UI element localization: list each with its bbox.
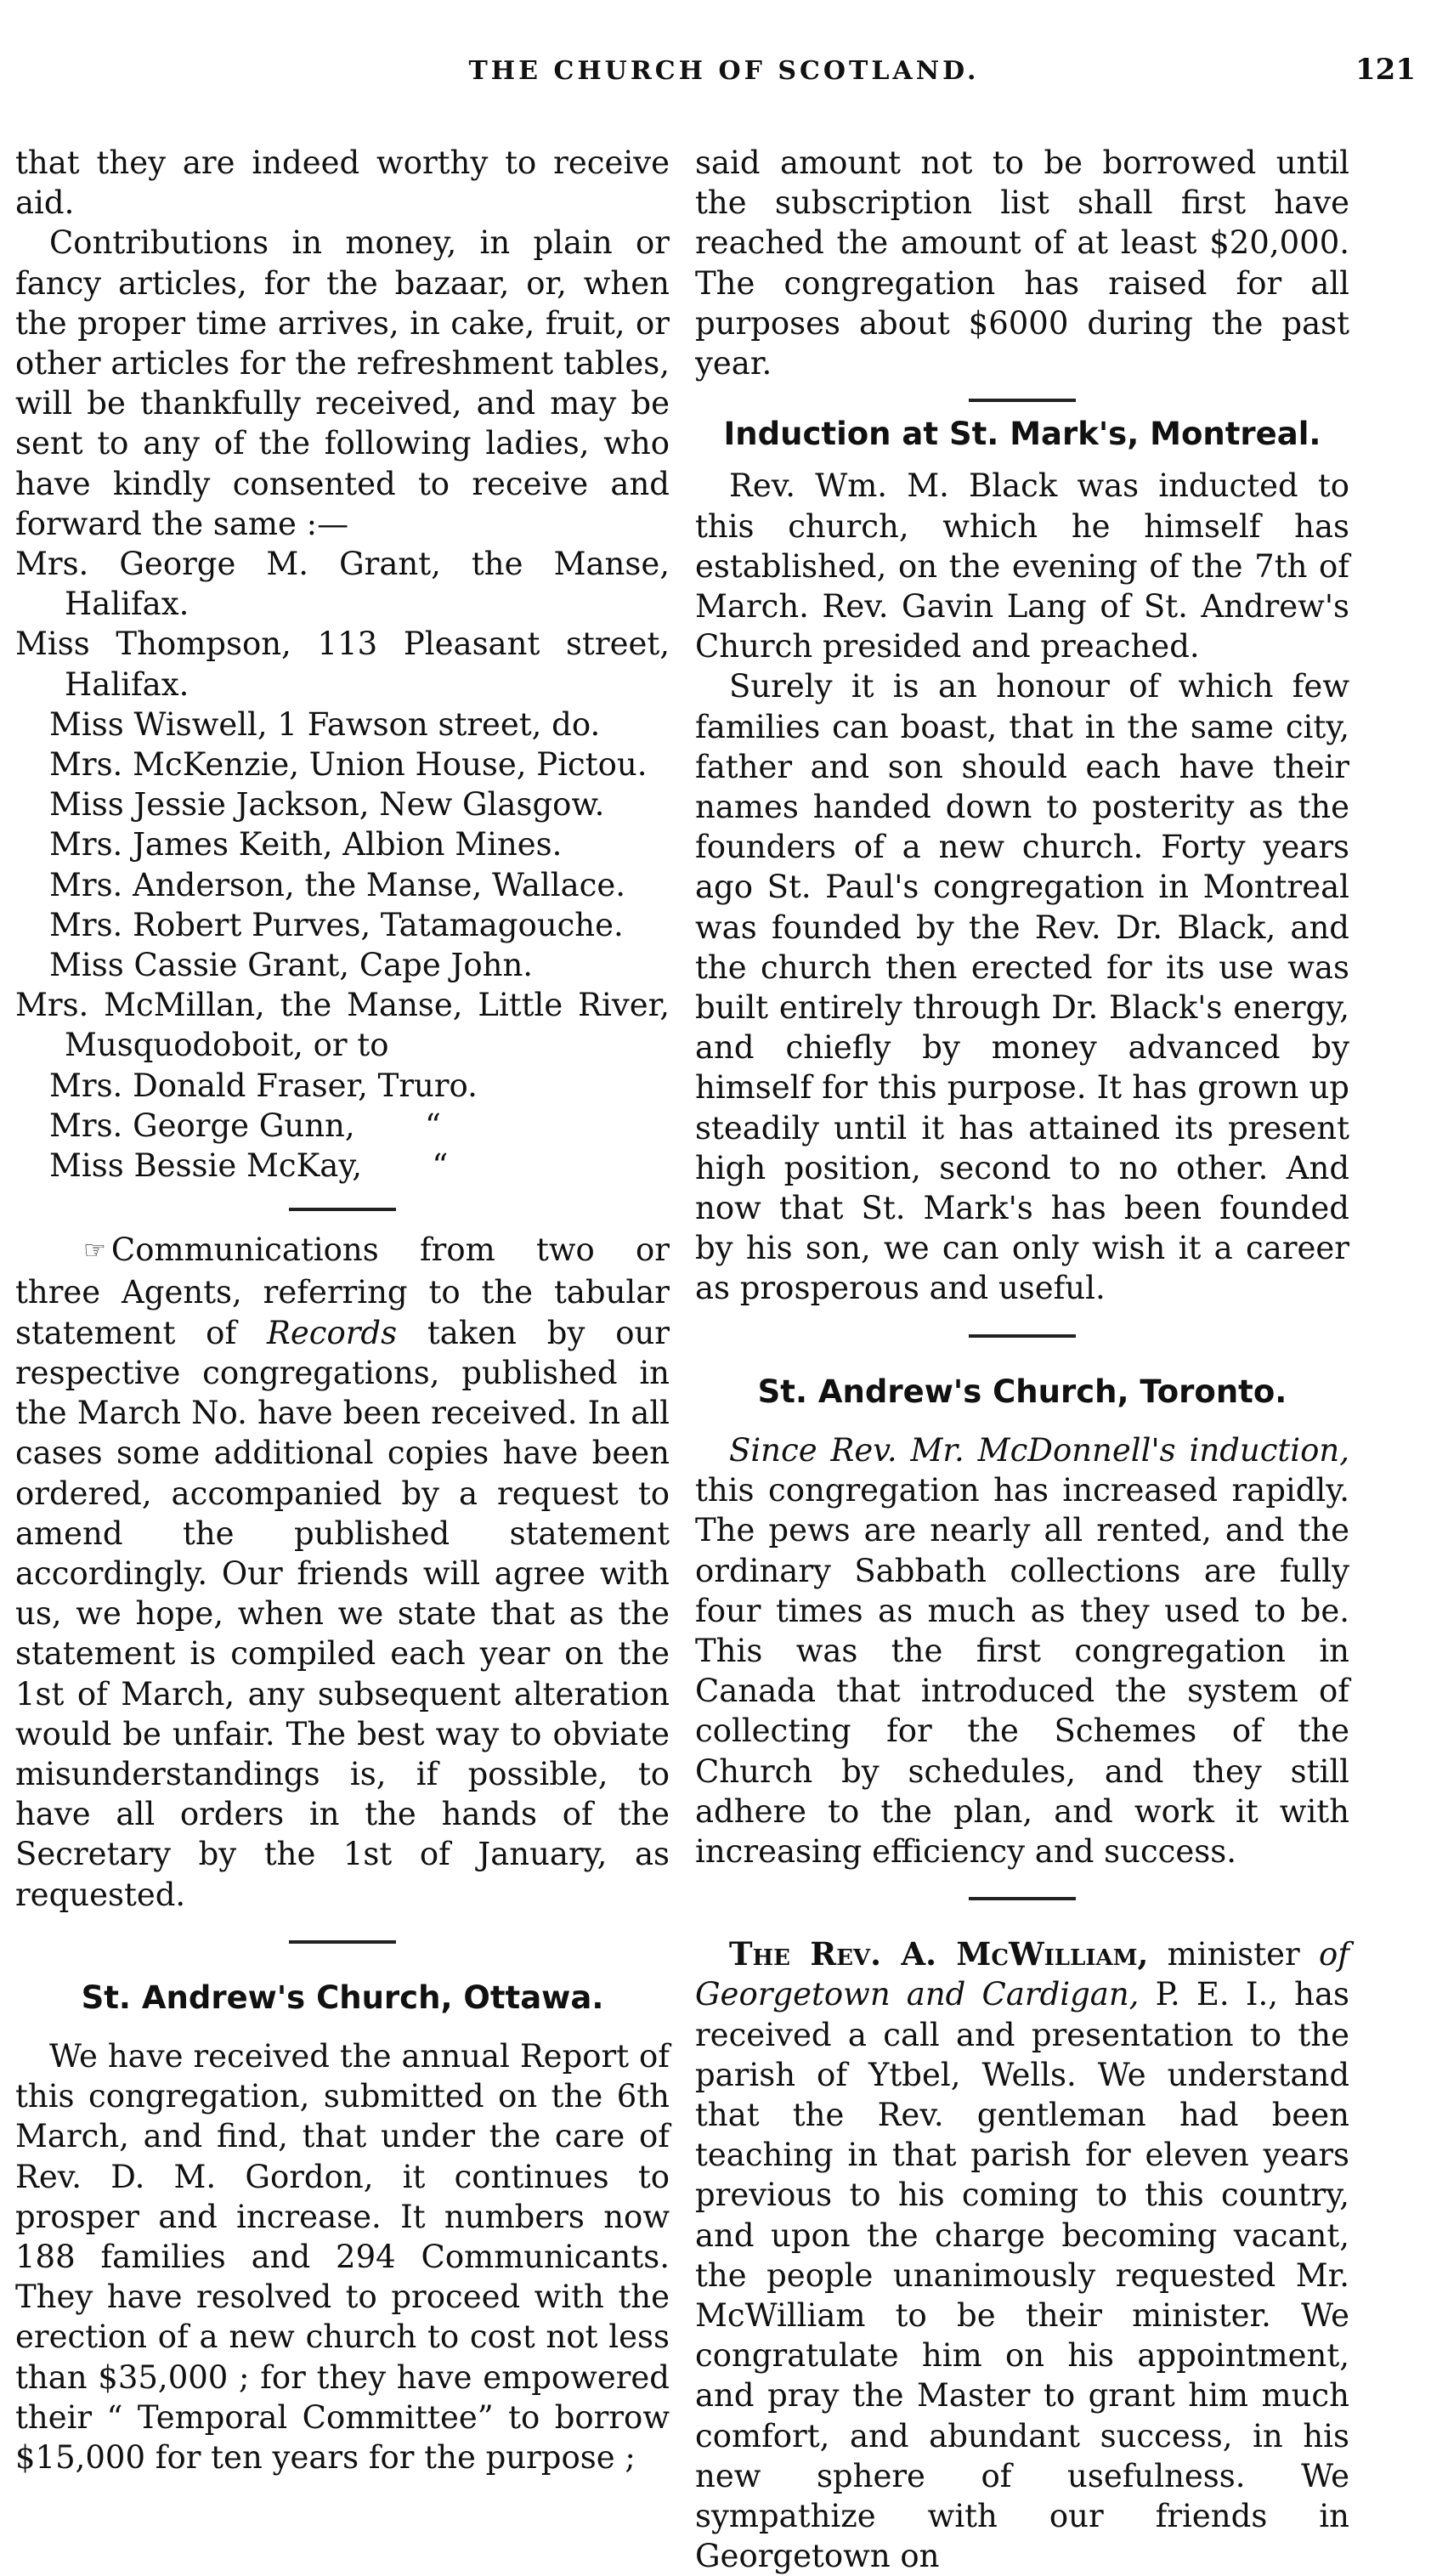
- list-item: Mrs. McMillan, the Manse, Little River, Musquodoboit, or to: [15, 987, 670, 1064]
- mcwilliam-text-a: minister: [1148, 1936, 1320, 1973]
- running-title: THE CHURCH OF SCOTLAND.: [468, 56, 980, 86]
- list-item: Miss Thompson, 113 Pleasant street, Halifax.: [15, 626, 670, 703]
- section-divider: [969, 399, 1076, 402]
- list-item: Miss Bessie McKay, “: [49, 1147, 449, 1185]
- left-column: [15, 143, 670, 2476]
- list-item: Miss Jessie Jackson, New Glasgow.: [49, 786, 605, 824]
- list-item: Miss Wiswell, 1 Fawson street, do.: [49, 705, 601, 743]
- list-item: Miss Cassie Grant, Cape John.: [49, 947, 534, 984]
- paragraph-honour: Surely it is an honour of which few families can boast, that in the same city, father and son should each have their names handed down to posterity as the founders of a new church. Forty years ago St. Paul's congregation in Montreal was founded by the Rev. Dr. Black, and the church then erected for its use was built entirely through Dr. Black's energy, and chiefly by money advanced by himself for this purpose. It has grown up steadily until it has attained its present high position, second to no other. And now that St. Mark's has been founded by his son, we can only wish it a career as prosperous and useful.: [695, 668, 1349, 1307]
- page-number: 121: [1355, 53, 1416, 87]
- right-column: [695, 143, 1349, 2575]
- pointing-hand-icon: ☞: [83, 1236, 106, 1266]
- paragraph-aid: that they are indeed worthy to receive aid.: [15, 144, 670, 222]
- heading-ottawa: St. Andrew's Church, Ottawa.: [81, 1979, 604, 2016]
- records-italic: Records: [266, 1314, 398, 1351]
- paragraph-subscription: said amount not to be borrowed until the subscription list shall first have reached the amount of at least $20,000. The congregation has raised for all purposes about $6000 during the past year.: [695, 144, 1349, 382]
- toronto-italic-lead: Since Rev. Mr. McDonnell's induction,: [729, 1431, 1349, 1469]
- list-item: Mrs. Donald Fraser, Truro.: [49, 1067, 478, 1104]
- paragraph-mcwilliam: [695, 1934, 1349, 2576]
- heading-toronto: St. Andrew's Church, Toronto.: [757, 1373, 1287, 1410]
- communications-text-b: taken by our respective congregations, published in the March No. have been received. In all cases some additional copies have been ordered, accompanied by a request to amend the published statement accordingly. Our friends will agree with us, we hope, when we state that as the statement is compiled each year on the 1st of March, any subsequent alteration would be unfair. The best way to obviate misunderstandings is, if possible, to have all orders in the hands of the Secretary by the 1st of January, as requested.: [15, 1314, 670, 1913]
- paragraph-toronto: [695, 1430, 1349, 1871]
- list-item: Mrs. McKenzie, Union House, Pictou.: [49, 746, 648, 784]
- mcwilliam-place: of Georgetown and Cardigan,: [695, 1936, 1349, 2013]
- paragraph-contributions: Contributions in money, in plain or fancy articles, for the bazaar, or, when the proper time arrives, in cake, fruit, or other articles for the refreshment tables, will be thankfully received, and may be sent to any of the following ladies, who have kindly consented to receive and forward the same :—: [15, 224, 670, 542]
- ladies-list: [15, 544, 670, 1186]
- paragraph-ottawa-report: We have received the annual Report of this congregation, submitted on the 6th March, and find, that under the care of Rev. D. M. Gordon, it continues to prosper and increase. It numbers now 188 families and 294 Communicants. They have resolved to proceed with the erection of a new church to cost not less than $35,000 ; for they have empowered their “ Temporal Committee” to borrow $15,000 for ten years for the purpose ;: [15, 2037, 670, 2476]
- section-divider: [969, 1897, 1076, 1900]
- list-item: Mrs. Anderson, the Manse, Wallace.: [49, 866, 626, 903]
- section-divider: [289, 1940, 396, 1944]
- paragraph-communications: [15, 1230, 670, 1914]
- list-item: Mrs. Robert Purves, Tatamagouche.: [49, 906, 624, 943]
- communications-text-a: Communications from two or three Agents, referring to the tabular statement of: [15, 1231, 670, 1351]
- list-item: Mrs. George M. Grant, the Manse, Halifax.: [15, 546, 670, 623]
- paragraph-induction: Rev. Wm. M. Black was inducted to this church, which he himself has established, on the evening of the 7th of March. Rev. Gavin Lang of St. Andrew's Church presided and preached.: [695, 467, 1349, 665]
- page-header: [0, 53, 1448, 107]
- section-divider: [289, 1208, 396, 1211]
- mcwilliam-name: The Rev. A. McWilliam,: [729, 1935, 1149, 1973]
- list-item: Mrs. George Gunn, “: [49, 1107, 441, 1144]
- section-divider: [969, 1334, 1076, 1338]
- heading-montreal: Induction at St. Mark's, Montreal.: [723, 416, 1321, 453]
- list-item: Mrs. James Keith, Albion Mines.: [49, 826, 563, 863]
- mcwilliam-text-b: P. E. I., has received a call and presentation to the parish of Ytbel, Wells. We understand that the Rev. gentleman had been teaching in that parish for eleven years previous to his coming to this country, and upon the charge becoming vacant, the people unanimously requested Mr. McWilliam to be their minister. We congratulate him on his appointment, and pray the Master to grant him much comfort, and abundant success, in his new sphere of usefulness. We sympathize with our friends in Georgetown on: [695, 1976, 1349, 2575]
- toronto-text: this congregation has increased rapidly. The pews are nearly all rented, and the ordinary Sabbath collections are fully four times as much as they used to be. This was the first congregation in Canada that introduced the system of collecting for the Schemes of the Church by schedules, and they still adhere to the plan, and work it with increasing efficiency and success.: [695, 1472, 1349, 1870]
